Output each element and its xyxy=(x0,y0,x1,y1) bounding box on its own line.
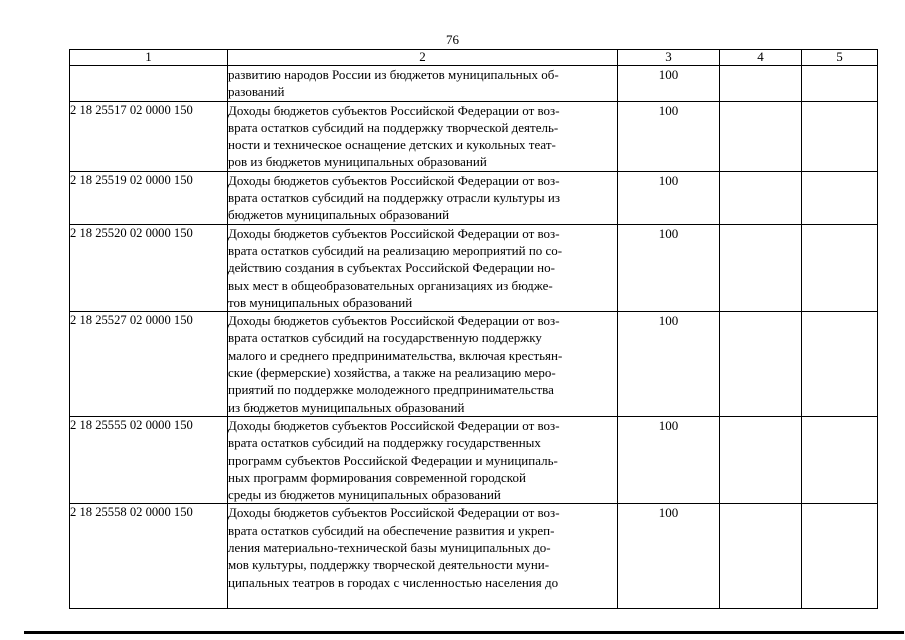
amount-cell: 100 xyxy=(618,416,720,503)
bottom-rule xyxy=(24,631,904,634)
table-row xyxy=(70,224,878,311)
col5-cell xyxy=(802,171,878,224)
description-line: врата остатков субсидий на поддержку отрасли культуры из xyxy=(228,190,560,206)
description-line: развитию народов России из бюджетов муниципальных об- xyxy=(228,67,559,82)
header-col-5: 5 xyxy=(802,50,878,66)
description-cell xyxy=(228,504,618,608)
col4-cell xyxy=(720,416,802,503)
description-line: программ субъектов Российской Федерации и муниципаль- xyxy=(228,452,558,468)
description-cell xyxy=(228,416,618,503)
description-line: врата остатков субсидий на государственную поддержку xyxy=(228,330,542,346)
description-cell xyxy=(228,312,618,417)
col5-cell xyxy=(802,101,878,171)
col5-cell xyxy=(802,504,878,608)
description-line: врата остатков субсидий на поддержку государственных xyxy=(228,435,541,451)
description-line: ления материально-технической базы муниципальных до- xyxy=(228,540,551,556)
description-cell xyxy=(228,101,618,171)
col5-cell xyxy=(802,66,878,102)
table-row xyxy=(70,66,878,102)
description-line: врата остатков субсидий на обеспечение развития и укреп- xyxy=(228,522,555,538)
description-line: Доходы бюджетов субъектов Российской Федерации от воз- xyxy=(228,417,560,433)
description-line: врата остатков субсидий на реализацию мероприятий по со- xyxy=(228,242,563,258)
col5-cell xyxy=(802,224,878,311)
header-col-1: 1 xyxy=(70,50,228,66)
description-line: Доходы бюджетов субъектов Российской Федерации от воз- xyxy=(228,225,560,241)
description-line: Доходы бюджетов субъектов Российской Федерации от воз- xyxy=(228,313,560,329)
table-row xyxy=(70,416,878,503)
col4-cell xyxy=(720,101,802,171)
col4-cell xyxy=(720,312,802,417)
description-line: Доходы бюджетов субъектов Российской Федерации от воз- xyxy=(228,102,560,118)
budget-code-cell xyxy=(70,66,228,102)
col4-cell xyxy=(720,504,802,608)
col4-cell xyxy=(720,171,802,224)
table-header-row xyxy=(70,50,878,66)
description-cell xyxy=(228,224,618,311)
budget-code-cell: 2 18 25517 02 0000 150 xyxy=(70,101,228,171)
table-row xyxy=(70,312,878,417)
description-line: бюджетов муниципальных образований xyxy=(228,207,450,223)
description-line: Доходы бюджетов субъектов Российской Федерации от воз- xyxy=(228,505,560,521)
budget-code-cell: 2 18 25520 02 0000 150 xyxy=(70,224,228,311)
header-col-3: 3 xyxy=(618,50,720,66)
description-line: ские (фермерские) хозяйства, а также на реализацию меро- xyxy=(228,365,556,381)
col5-cell xyxy=(802,416,878,503)
description-line: вых мест в общеобразовательных организациях из бюдже- xyxy=(228,277,553,293)
budget-code-cell: 2 18 25527 02 0000 150 xyxy=(70,312,228,417)
budget-code-cell: 2 18 25558 02 0000 150 xyxy=(70,504,228,608)
description-line: ных программ формирования современной городской xyxy=(228,469,526,485)
description-line: малого и среднего предпринимательства, включая крестьян- xyxy=(228,347,563,363)
description-line: Доходы бюджетов субъектов Российской Федерации от воз- xyxy=(228,172,560,188)
description-line: ров из бюджетов муниципальных образований xyxy=(228,154,487,170)
amount-cell: 100 xyxy=(618,504,720,608)
col4-cell xyxy=(720,224,802,311)
amount-cell: 100 xyxy=(618,101,720,171)
amount-cell: 100 xyxy=(618,66,720,102)
amount-cell: 100 xyxy=(618,171,720,224)
table-row xyxy=(70,504,878,608)
description-line: мов культуры, поддержку творческой деятельности муни- xyxy=(228,557,550,573)
amount-cell: 100 xyxy=(618,224,720,311)
description-line: из бюджетов муниципальных образований xyxy=(228,399,465,415)
page-number: 76 xyxy=(446,32,459,47)
amount-cell: 100 xyxy=(618,312,720,417)
description-cell xyxy=(228,66,618,102)
description-line: действию создания в субъектах Российской Федерации но- xyxy=(228,260,555,276)
description-line: тов муниципальных образований xyxy=(228,294,413,310)
table-row xyxy=(70,101,878,171)
header-col-4: 4 xyxy=(720,50,802,66)
description-line: ности и техническое оснащение детских и кукольных теат- xyxy=(228,137,556,153)
header-col-2: 2 xyxy=(228,50,618,66)
col5-cell xyxy=(802,312,878,417)
budget-codes-table xyxy=(69,49,878,609)
table-row xyxy=(70,171,878,224)
description-line: среды из бюджетов муниципальных образований xyxy=(228,487,501,503)
description-cell xyxy=(228,171,618,224)
budget-code-cell: 2 18 25519 02 0000 150 xyxy=(70,171,228,224)
col4-cell xyxy=(720,66,802,102)
description-line: врата остатков субсидий на поддержку творческой деятель- xyxy=(228,119,559,135)
table-body xyxy=(70,66,878,609)
description-line: разований xyxy=(228,84,285,100)
description-line: приятий по поддержке молодежного предпринимательства xyxy=(228,382,554,398)
description-line: ципальных театров в городах с численностью населения до xyxy=(228,574,559,590)
budget-code-cell: 2 18 25555 02 0000 150 xyxy=(70,416,228,503)
